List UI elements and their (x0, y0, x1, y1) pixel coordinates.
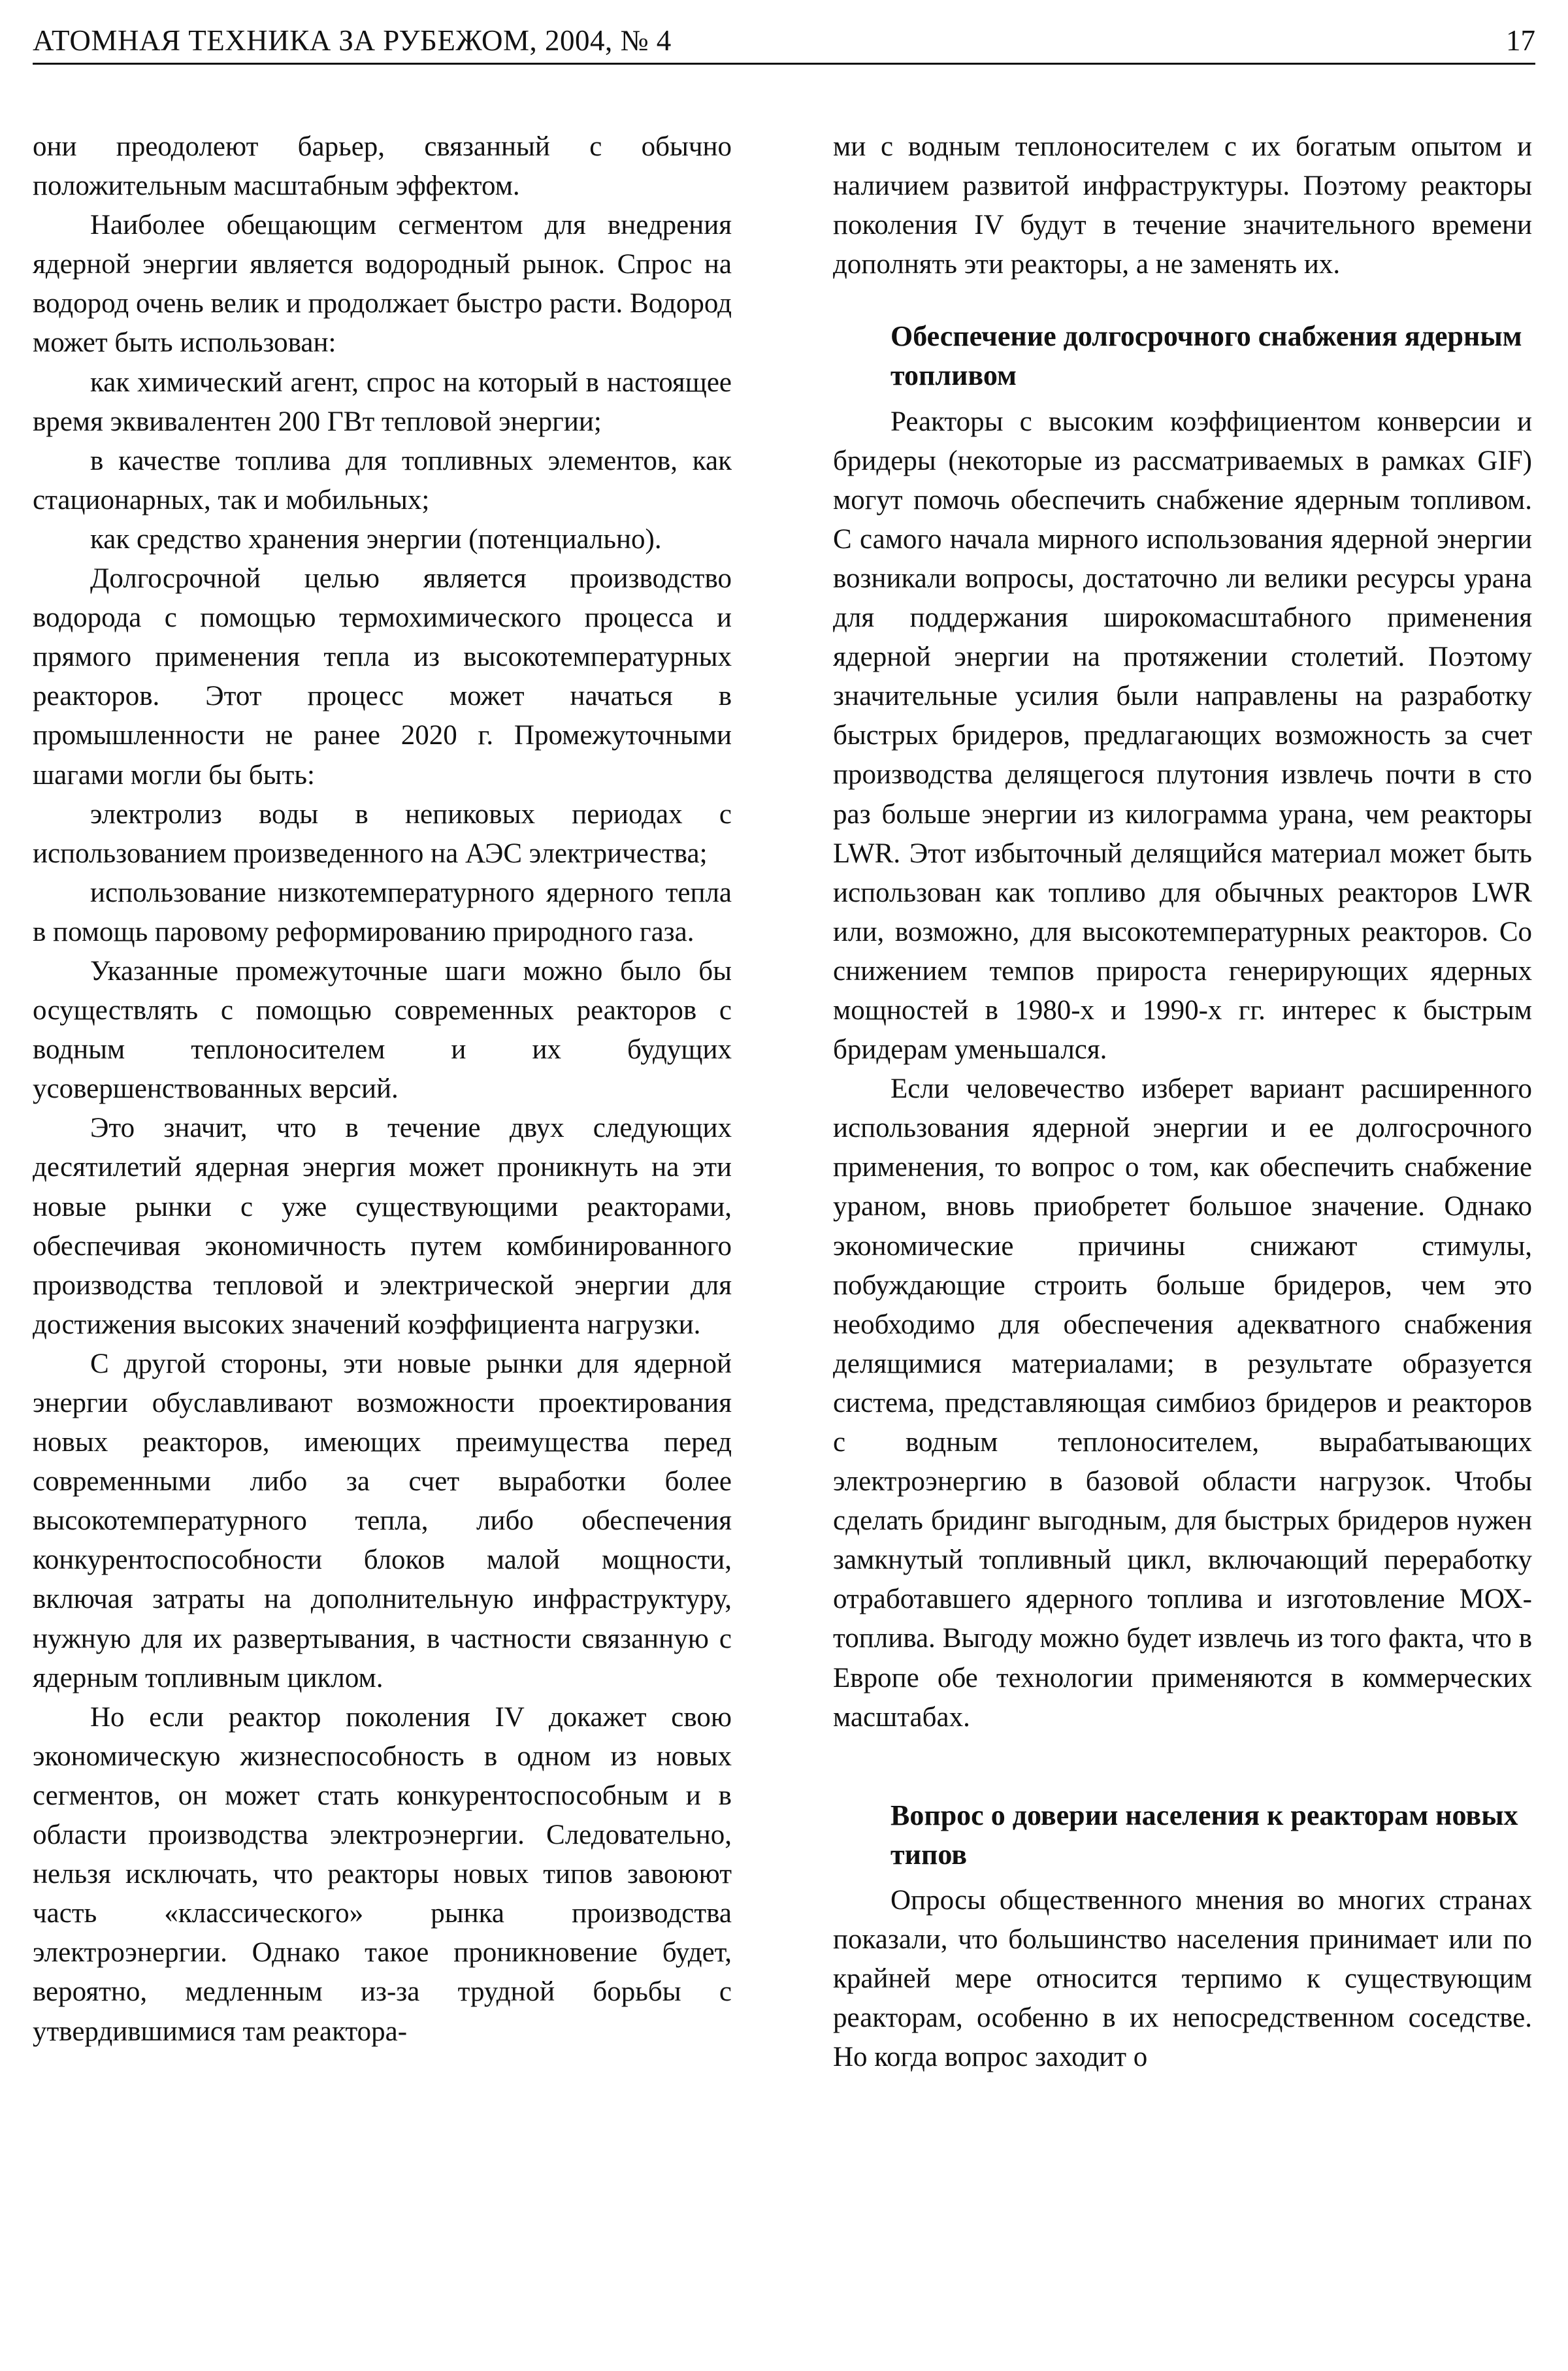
journal-title: АТОМНАЯ ТЕХНИКА ЗА РУБЕЖОМ, 2004, № 4 (33, 24, 672, 57)
right-column (833, 127, 1532, 2077)
running-header (33, 17, 1535, 65)
paragraph: Наиболее обещающим сегментом для внедрения ядерной энергии является водородный рынок. Спрос на водород очень велик и продолжает быстро расти. Водород может быть использован: (33, 210, 732, 359)
left-column (33, 127, 732, 2052)
list-item: в качестве топлива для топливных элементов, как стационарных, так и мобильных; (33, 445, 732, 515)
paragraph: С другой стороны, эти новые рынки для ядерной энергии обуславливают возможности проектирования новых реакторов, имеющих преимущества перед современными либо за счет выработки более высокотемпературного тепла, либо обеспечения конкурентоспособности блоков малой мощности, включая затраты на дополнительную инфраструктуру, нужную для их развертывания, в частности связанную с ядерным топливным циклом. (33, 1348, 732, 1693)
paragraph: Реакторы с высоким коэффициентом конверсии и бридеры (некоторые из рассматриваемых в рамках GIF) могут помочь обеспечить снабжение ядерным топливом. С самого начала мирного использования ядерной энергии возникали вопросы, достаточно ли велики ресурсы урана для поддержания широкомасштабного применения ядерной энергии на протяжении столетий. Поэтому значительные усилия были направлены на разработку быстрых бридеров, предлагающих возможность за счет производства делящегося плутония извлечь почти в сто раз больше энергии из килограмма урана, чем реакторы LWR. Этот избыточный делящийся материал может быть использован как топливо для обычных реакторов LWR или, возможно, для высокотемпературных реакторов. Со снижением темпов прироста генерирующих ядерных мощностей в 1980-х и 1990-х гг. интерес к быстрым бридерам уменьшался. (833, 406, 1532, 1066)
paragraph: Указанные промежуточные шаги можно было бы осуществлять с помощью современных реакторов с водным теплоносителем и их будущих усовершенствованных версий. (33, 955, 732, 1105)
paragraph: ми с водным теплоносителем с их богатым опытом и наличием развитой инфраструктуры. Поэтому реакторы поколения IV будут в течение значительного времени дополнять эти реакторы, а не заменять их. (833, 131, 1532, 280)
page-number: 17 (1506, 24, 1535, 57)
section-heading: Обеспечение долгосрочного снабжения ядерным топливом (890, 320, 1522, 392)
paragraph: они преодолеют барьер, связанный с обычно положительным масштабным эффектом. (33, 131, 732, 202)
paragraph: Если человечество изберет вариант расширенного использования ядерной энергии и ее долгосрочного применения, то вопрос о том, как обеспечить снабжение ураном, вновь приобретет большое значение. Однако экономические причины снижают стимулы, побуждающие строить больше бридеров, чем это необходимо для обеспечения адекватного снабжения делящимися материалами; в результате образуется система, представляющая симбиоз бридеров и реакторов с водным теплоносителем, вырабатывающих электроэнергию в базовой области нагрузок. Чтобы сделать бридинг выгодным, для быстрых бридеров нужен замкнутый топливный цикл, включающий переработку отработавшего ядерного топлива и изготовление МОХ-топлива. Выгоду можно будет извлечь из того факта, что в Европе обе технологии применяются в коммерческих масштабах. (833, 1073, 1532, 1733)
list-item: как средство хранения энергии (потенциально). (90, 523, 662, 555)
list-item: электролиз воды в непиковых периодах с использованием произведенного на АЭС электричества; (33, 798, 732, 869)
paragraph: Опросы общественного мнения во многих странах показали, что большинство населения принимает или по крайней мере относится терпимо к существующим реакторам, особенно в их непосредственном соседстве. Но когда вопрос заходит о (833, 1884, 1532, 2073)
paragraph: Это значит, что в течение двух следующих десятилетий ядерная энергия может проникнуть на эти новые рынки с уже существующими реакторами, обеспечивая экономичность путем комбинированного производства тепловой и электрической энергии для достижения высоких значений коэффициента нагрузки. (33, 1113, 732, 1340)
list-item: использование низкотемпературного ядерного тепла в помощь паровому реформированию природного газа. (33, 877, 732, 947)
section-heading: Вопрос о доверии населения к реакторам новых типов (890, 1799, 1518, 1871)
paragraph: Но если реактор поколения IV докажет свою экономическую жизнеспособность в одном из новых сегментов, он может стать конкурентоспособным и в области производства электроэнергии. Следовательно, нельзя исключать, что реакторы новых типов завоюют часть «классического» рынка производства электроэнергии. Однако такое проникновение будет, вероятно, медленным из-за трудной борьбы с утвердившимися там реактора- (33, 1701, 732, 2047)
paragraph: Долгосрочной целью является производство водорода с помощью термохимического процесса и прямого применения тепла из высокотемпературных реакторов. Этот процесс может начаться в промышленности не ранее 2020 г. Промежуточными шагами могли бы быть: (33, 563, 732, 791)
list-item: как химический агент, спрос на который в настоящее время эквивалентен 200 ГВт тепловой энергии; (33, 367, 732, 437)
